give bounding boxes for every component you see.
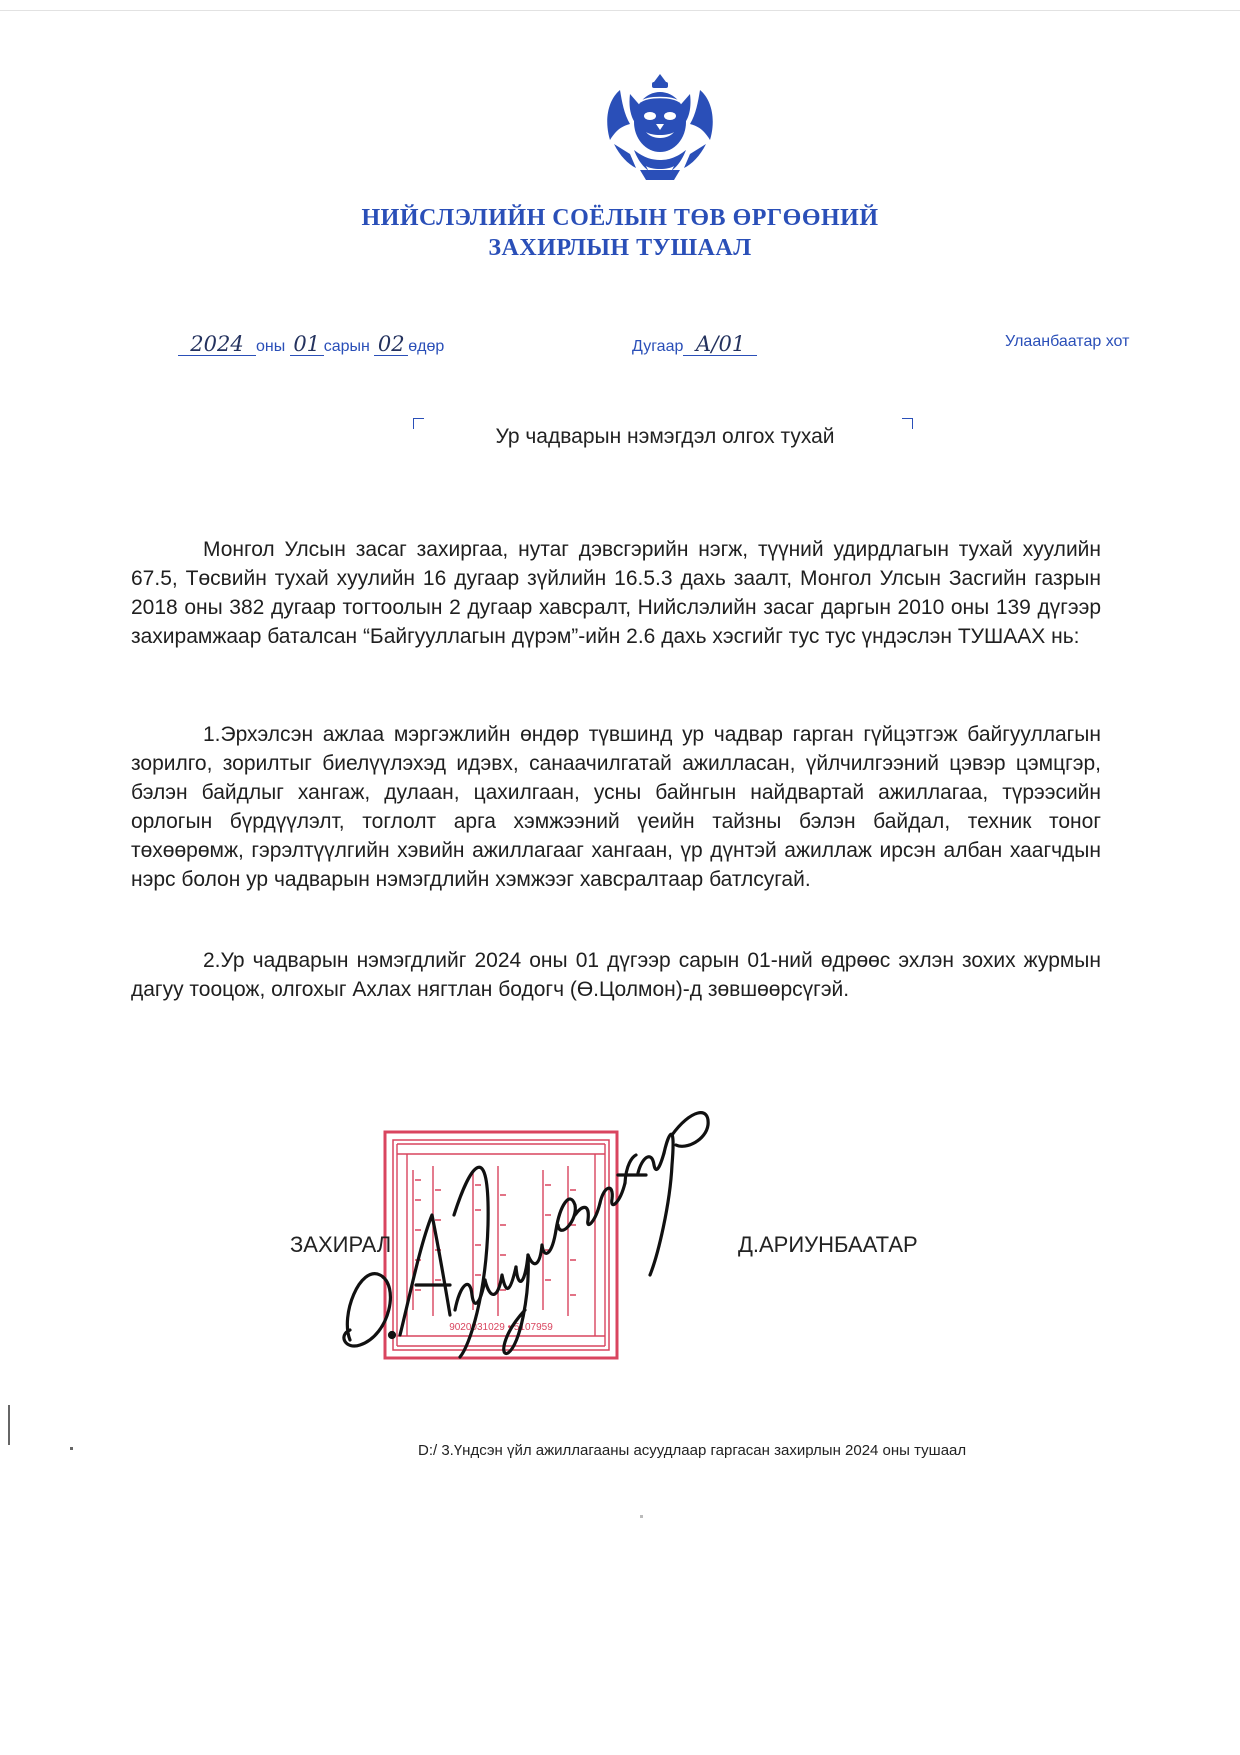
city-name: Улаанбаатар хот [1005, 333, 1130, 350]
date-year-suffix: оны [256, 338, 286, 355]
handwritten-signature-icon [320, 1095, 760, 1395]
stamp-number: 9020031029 • 5107959 [449, 1322, 553, 1333]
scan-speck [8, 1405, 10, 1445]
date-month-suffix: сарын [323, 338, 370, 355]
body-item-1: 1.Эрхэлсэн ажлаа мэргэжлийн өндөр түвшинд ур чадвар гарган гүйцэтгэж байгууллагын зорилго, зорилтыг биелүүлэхэд идэвх, санаачилгатай ажилласан, үйлчилгээний цэвэр цэмцгэр, бэлэн байдлыг хангаж, дулаан, цахилгаан, усны байнгын найдвартай ажиллагаа, түрээсийн орлогын бүрдүүлэлт, тоглолт арга хэмжээний үеийн тайзны бэлэн байдал, техник тоног төхөөрөмж, гэрэлтүүлгийн хэвийн ажиллагааг хангаан, үр дүнтэй ажиллаж ирсэн албан хаагчдын нэрс болон ур чадварын нэмэгдлийн хэмжээг хавсралтаар батлсугай. [131, 723, 1101, 891]
date-day-suffix: өдөр [408, 338, 445, 355]
scan-speck [70, 1447, 73, 1450]
header-title-line1: НИЙСЛЭЛИЙН СОЁЛЫН ТӨВ ӨРГӨӨНИЙ [361, 205, 879, 231]
body-intro-paragraph: Монгол Улсын засаг захиргаа, нутаг дэвсгэрийн нэгж, түүний удирдлагын тухай хуулийн 67.5, Төсвийн тухай хуулийн 16 дугаар зүйлийн 16.5.3 дахь заалт, Монгол Улсын Засгийн газрын 2018 оны 382 дугаар тогтоолын 2 дугаар хавсралт, Нийслэлийн засаг даргын 2010 оны 139 дүгээр захирамжаар баталсан “Байгууллагын дүрэм”-ийн 2.6 дахь хэсгийг тус тус үндэслэн ТУШААХ нь: [131, 538, 1101, 648]
order-subject: Ур чадварын нэмэгдэл олгох тухай [495, 425, 835, 448]
order-number-label: Дугаар [632, 338, 684, 355]
date-month-handwritten: 01 [290, 333, 324, 356]
order-date [178, 333, 444, 356]
header-title-line2: ЗАХИРЛЫН ТУШААЛ [488, 235, 752, 261]
signatory-role: ЗАХИРАЛ [290, 1232, 392, 1257]
body-item-2: 2.Ур чадварын нэмэгдлийг 2024 оны 01 дүгээр сарын 01-ний өдрөөс эхлэн зохих журмын дагуу тооцож, олгохыг Ахлах нягтлан бодогч (Ө.Цолмон)-д зөвшөөрсүгэй. [131, 949, 1101, 1001]
signatory-name: Д.АРИУНБААТАР [738, 1232, 918, 1257]
scan-speck [640, 1515, 643, 1518]
order-number-handwritten: А/01 [683, 333, 757, 356]
file-path-note: D:/ 3.Үндсэн үйл ажиллагааны асуудлаар гаргасан захирлын 2024 оны тушаал [418, 1442, 967, 1459]
state-emblem-icon [600, 70, 720, 188]
order-number [632, 333, 757, 356]
date-day-handwritten: 02 [374, 333, 408, 356]
date-year-handwritten: 2024 [178, 333, 256, 356]
scan-edge-line [0, 10, 1240, 11]
